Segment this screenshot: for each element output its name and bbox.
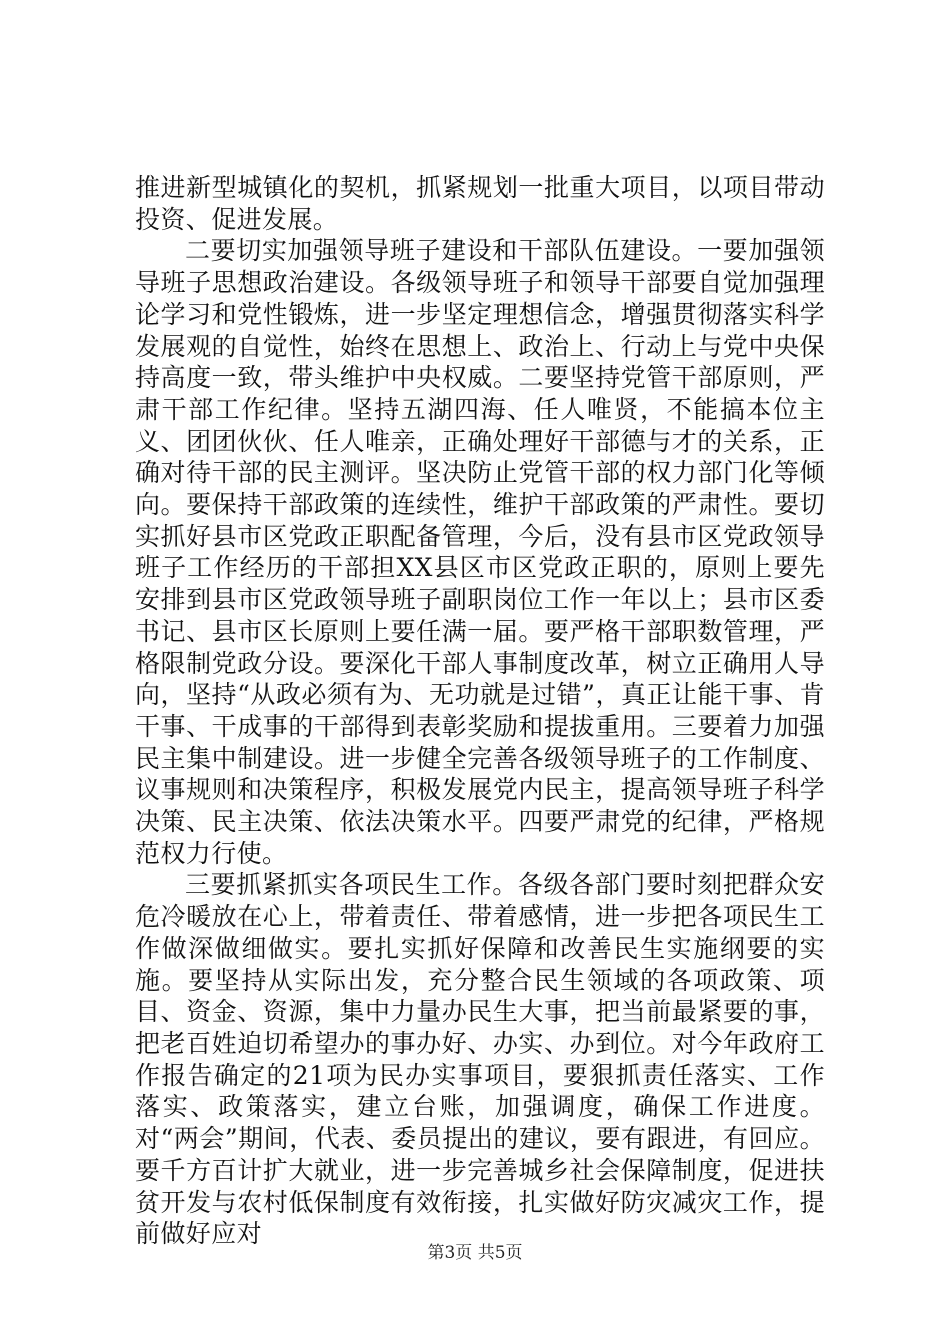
paragraph-livelihood-work: 三要抓紧抓实各项民生工作。各级各部门要时刻把群众安危冷暖放在心上，带着责任、带着感情，进一步把各项民生工作做深做细做实。要扎实抓好保障和改善民生实施纲要的实施。要坚持从实际出发，充分整合民生领域的各项政策、项目、资金、资源，集中力量办民生大事，把当前最紧要的事，把老百姓迫切希望办的事办好、办实、办到位。对今年政府工作报告确定的21项为民办实事项目，要狠抓责任落实、工作落实、政策落实，建立台账，加强调度，确保工作进度。对“两会”期间，代表、委员提出的建议，要有跟进，有回应。要千方百计扩大就业，进一步完善城乡社会保障制度，促进扶贫开发与农村低保制度有效衔接，扎实做好防灾减灾工作，提前做好应对 xyxy=(135,870,825,1249)
paragraph-cadre-building: 二要切实加强领导班子建设和干部队伍建设。一要加强领导班子思想政治建设。各级领导班子和领导干部要自觉加强理论学习和党性锻炼，进一步坚定理想信念，增强贯彻落实科学发展观的自觉性，始终在思想上、政治上、行动上与党中央保持高度一致，带头维护中央权威。二要坚持党管干部原则，严肃干部工作纪律。坚持五湖四海、任人唯贤，不能搞本位主义、团团伙伙、任人唯亲，正确处理好干部德与才的关系，正确对待干部的民主测评。坚决防止党管干部的权力部门化等倾向。要保持干部政策的连续性，维护干部政策的严肃性。要切实抓好县市区党政正职配备管理，今后，没有县市区党政领导班子工作经历的干部担XX县区市区党政正职的，原则上要先安排到县市区党政领导班子副职岗位工作一年以上；县市区委书记、县市区长原则上要任满一届。要严格干部职数管理，严格限制党政分设。要深化干部人事制度改革，树立正确用人导向，坚持“从政必须有为、无功就是过错”，真正让能干事、肯干事、干成事的干部得到表彰奖励和提拔重用。三要着力加强民主集中制建设。进一步健全完善各级领导班子的工作制度、议事规则和决策程序，积极发展党内民主，提高领导班子科学决策、民主决策、依法决策水平。四要严肃党的纪律，严格规范权力行使。 xyxy=(135,236,825,868)
page-footer: 第3页 共5页 xyxy=(427,1243,523,1263)
document-body xyxy=(135,172,825,1250)
paragraph-continuation: 推进新型城镇化的契机，抓紧规划一批重大项目，以项目带动投资、促进发展。 xyxy=(135,173,825,234)
